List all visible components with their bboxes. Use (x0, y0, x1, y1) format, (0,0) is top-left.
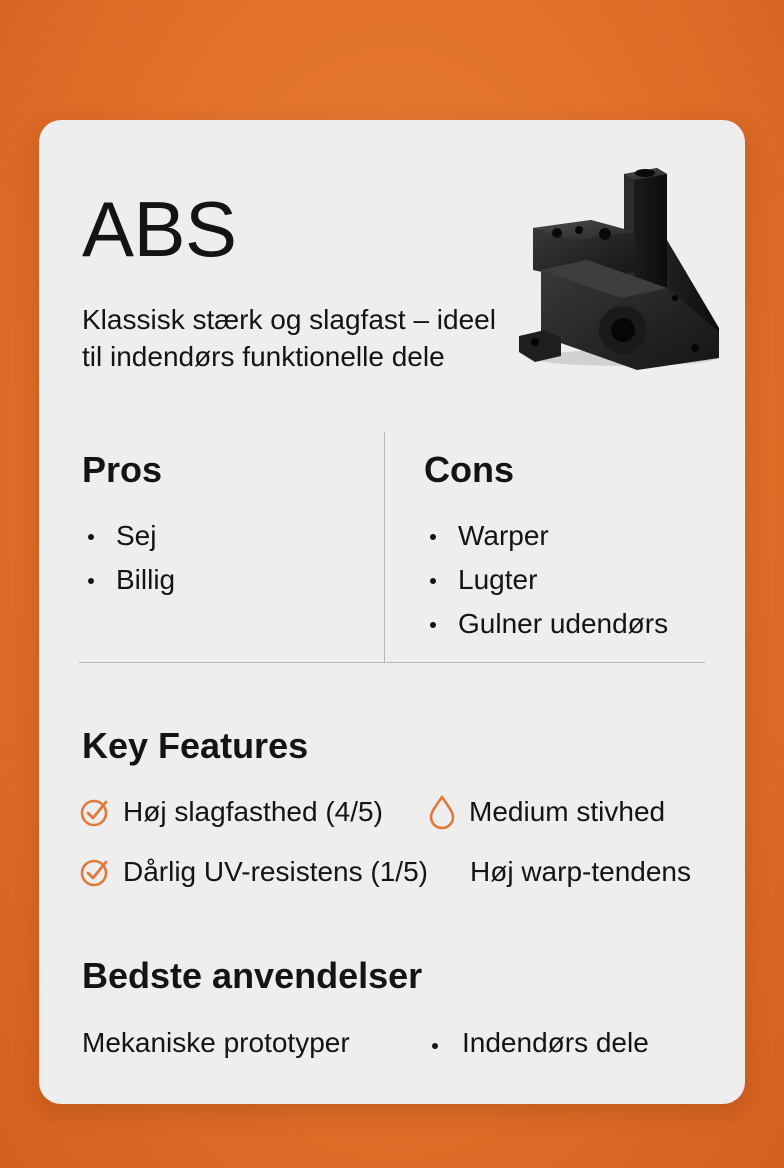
use-item: Mekaniske prototyper (82, 1027, 350, 1058)
pros-title: Pros (82, 449, 163, 490)
feature-label: Dårlig UV-resistens (1/5) (123, 856, 428, 887)
pros-cons-divider (384, 432, 385, 662)
feature-label: Høj warp-tendens (470, 856, 691, 887)
pros-list (82, 514, 175, 602)
material-title: ABS (82, 185, 237, 273)
pros-item: Billig (82, 558, 175, 602)
feature-item (79, 796, 383, 828)
cons-item: Gulner udendørs (424, 602, 668, 646)
check-circle-icon (79, 856, 111, 888)
feature-item (470, 858, 691, 886)
cons-item: Warper (424, 514, 668, 558)
material-card (39, 120, 745, 1104)
feature-label: Høj slagfasthed (4/5) (123, 796, 383, 827)
cons-item: Lugter (424, 558, 668, 602)
feature-item (79, 856, 428, 888)
use-item: Indendørs dele (462, 1027, 649, 1058)
feature-label: Medium stivhed (469, 796, 666, 827)
cons-list (424, 514, 668, 646)
best-uses-title: Bedste anvendelser (82, 955, 423, 996)
pros-item: Sej (82, 514, 175, 558)
3d-printed-part-image (517, 160, 725, 370)
check-circle-icon (79, 796, 111, 828)
use-bullet (432, 1043, 438, 1049)
droplet-icon (427, 794, 457, 830)
feature-item (427, 794, 665, 830)
key-features-title: Key Features (82, 725, 309, 766)
material-subtitle: Klassisk stærk og slagfast – ideel til indendørs funktionelle dele (82, 304, 496, 372)
section-divider (79, 662, 705, 663)
cons-title: Cons (424, 449, 514, 490)
